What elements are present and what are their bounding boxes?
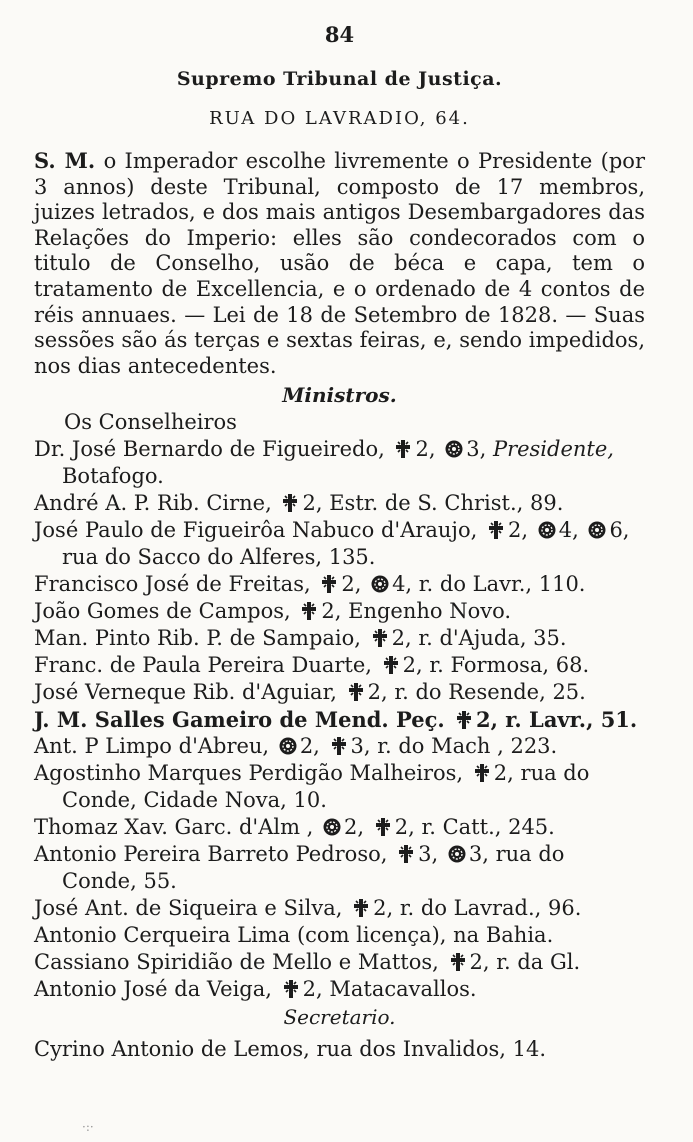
minister-name: Cassiano Spiridião de Mello e Mattos, [34, 950, 439, 975]
decoration-count: 3, [468, 842, 489, 867]
cross-order-icon [280, 493, 300, 513]
minister-name: Dr. José Bernardo de Figueiredo, [34, 437, 385, 462]
minister-name: José Verneque Rib. d'Aguiar, [34, 680, 337, 705]
decoration-count: 2, [367, 680, 388, 705]
minister-entry [34, 949, 645, 976]
minister-address: Engenho Novo. [348, 599, 512, 624]
address-number: 64. [435, 108, 470, 129]
medal-order-icon [587, 520, 607, 540]
ministros-heading: Ministros. [282, 383, 397, 408]
minister-name: Man. Pinto Rib. P. de Sampaio, [34, 626, 361, 651]
cross-order-icon [351, 898, 371, 918]
ministros-subheading: Os Conselheiros [64, 410, 237, 435]
medal-order-icon [370, 574, 390, 594]
cross-order-icon [346, 682, 366, 702]
intro-lead: S. M. [34, 148, 96, 173]
minister-entry [34, 922, 645, 949]
decoration-count: 2, [373, 896, 394, 921]
cross-order-icon [454, 710, 474, 730]
cross-order-icon [373, 817, 393, 837]
minister-entry [34, 598, 645, 625]
cross-order-icon [370, 628, 390, 648]
decoration-count: 2, [476, 707, 498, 733]
decoration-count: 2, [469, 950, 490, 975]
minister-name: José Paulo de Figueirôa Nabuco d'Araujo, [34, 518, 478, 543]
minister-name: João Gomes de Campos, [34, 599, 291, 624]
intro-text: o Imperador escolhe livremente o Presidente (por 3 annos) deste Tribunal, composto de 17 membros, juizes letrados, e dos mais antigos Desembargadores das Relações do Imperio: elles são condecorados com o titulo de Conselho, usão de béca e capa, tem o tratamento de Excellencia, e o ordenado de 4 contos de réis annuaes. — Lei de 18 de Setembro de 1828. — Suas sessões são ás terças e sextas feiras, e, sendo impedidos, nos dias antecedentes. [34, 149, 645, 378]
minister-address: rua do Conde, 55. [62, 842, 565, 894]
secretario-heading: Secretario. [283, 1005, 396, 1030]
decoration-count: 2, [302, 491, 323, 516]
cross-order-icon [393, 439, 413, 459]
cross-order-icon [319, 574, 339, 594]
decoration-count: 2, [402, 653, 423, 678]
cross-order-icon [396, 844, 416, 864]
minister-name: Antonio Cerqueira Lima (com licença), na Bahia. [34, 923, 554, 948]
minister-name: Ant. P Limpo d'Abreu, [34, 734, 270, 759]
page-title: Supremo Tribunal de Justiça. [176, 68, 503, 90]
minister-address: rua do Sacco do Alferes, 135. [62, 545, 376, 570]
minister-entry [34, 436, 645, 490]
minister-entry [34, 733, 645, 760]
minister-address: rua do Conde, Cidade Nova, 10. [62, 761, 590, 813]
minister-name: Thomaz Xav. Garc. d'Alm , [34, 815, 314, 840]
decoration-count: 2, [507, 518, 529, 543]
minister-entry [34, 976, 645, 1003]
decoration-count: 3, [466, 437, 487, 462]
decoration-count: 3, [350, 734, 371, 759]
decoration-count: 2, [321, 599, 342, 624]
medal-order-icon [447, 844, 467, 864]
minister-address: Matacavallos. [329, 977, 477, 1002]
minister-name: Francisco José de Freitas, [34, 572, 311, 597]
minister-address: Botafogo. [62, 464, 164, 489]
minister-title: Presidente, [492, 437, 614, 462]
decoration-count: 2, [341, 572, 362, 597]
minister-entry [34, 625, 645, 652]
minister-entry [34, 760, 645, 814]
minister-entry [34, 571, 645, 598]
medal-order-icon [444, 439, 464, 459]
secretario-entry: Cyrino Antonio de Lemos, rua dos Invalidos, 14. [34, 1037, 547, 1062]
decoration-count: 2, [493, 761, 514, 786]
cross-order-icon [329, 736, 349, 756]
minister-address: r. d'Ajuda, 35. [418, 626, 567, 651]
minister-address: Estr. de S. Christ., 89. [329, 491, 564, 516]
cross-order-icon [448, 952, 468, 972]
decoration-count: 6, [609, 518, 630, 543]
decoration-count: 2, [302, 977, 323, 1002]
decoration-count: 2, [299, 734, 320, 759]
cross-order-icon [299, 601, 319, 621]
minister-entry [34, 652, 645, 679]
minister-entry [34, 517, 645, 571]
decoration-count: 2, [394, 815, 415, 840]
minister-address: r. do Mach , 223. [377, 734, 558, 759]
page-smudge: ·:· [82, 1120, 94, 1134]
minister-name: Franc. de Paula Pereira Duarte, [34, 653, 372, 678]
address-line [34, 106, 645, 132]
minister-name: Antonio José da Veiga, [34, 977, 272, 1002]
minister-entry [34, 841, 645, 895]
minister-address: r. Catt., 245. [421, 815, 555, 840]
address-prefix: RUA DO LAVRADIO, [209, 108, 428, 129]
minister-entry [34, 490, 645, 517]
decoration-count: 4, [558, 518, 579, 543]
minister-name: J. M. Salles Gameiro de Mend. Peç. [34, 707, 445, 733]
minister-address: r. Formosa, 68. [429, 653, 590, 678]
intro-paragraph [34, 148, 645, 379]
minister-address: r. do Lavrad., 96. [399, 896, 582, 921]
cross-order-icon [281, 979, 301, 999]
minister-address: r. do Resende, 25. [394, 680, 586, 705]
minister-entry [34, 895, 645, 922]
minister-address: r. Lavr., 51. [505, 707, 638, 733]
minister-name: Antonio Pereira Barreto Pedroso, [34, 842, 388, 867]
decoration-count: 2, [344, 815, 365, 840]
cross-order-icon [381, 655, 401, 675]
minister-name: André A. P. Rib. Cirne, [34, 491, 272, 516]
cross-order-icon [472, 763, 492, 783]
minister-name: Agostinho Marques Perdigão Malheiros, [34, 761, 464, 786]
minister-address: r. da Gl. [496, 950, 581, 975]
minister-entry [34, 706, 645, 733]
decoration-count: 2, [391, 626, 412, 651]
decoration-count: 3, [418, 842, 439, 867]
page-number: 84 [324, 22, 355, 47]
decoration-count: 2, [415, 437, 436, 462]
medal-order-icon [322, 817, 342, 837]
medal-order-icon [537, 520, 557, 540]
ministros-list [34, 436, 645, 1003]
minister-entry [34, 814, 645, 841]
minister-name: José Ant. de Siqueira e Silva, [34, 896, 343, 921]
decoration-count: 4, [392, 572, 413, 597]
medal-order-icon [278, 736, 298, 756]
minister-entry [34, 679, 645, 706]
minister-address: r. do Lavr., 110. [418, 572, 586, 597]
cross-order-icon [486, 520, 506, 540]
